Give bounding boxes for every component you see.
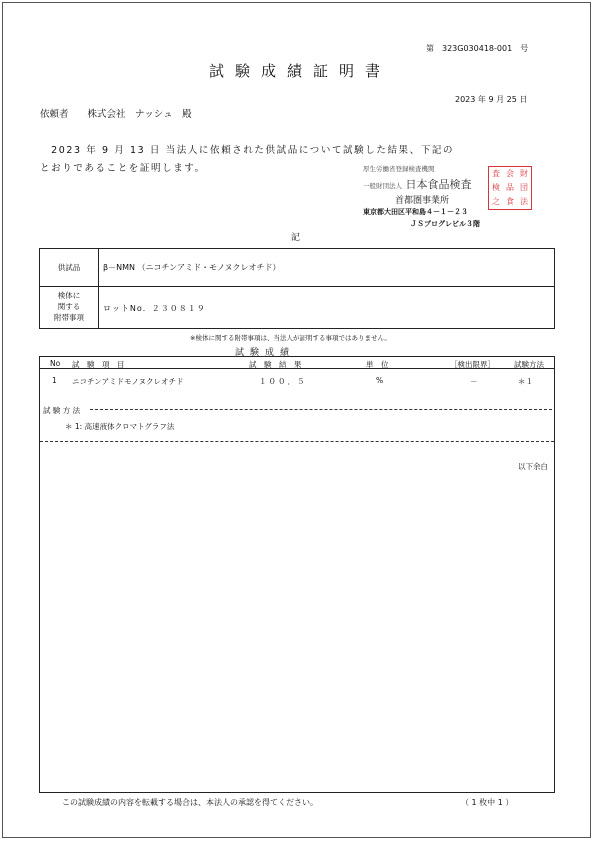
results-title: 試験成績 [235, 348, 296, 358]
row-method: ＊１ [518, 377, 533, 386]
row-result: １００．５ [259, 377, 307, 386]
page-count: （ 1 枚中 1 ） [461, 798, 514, 807]
issuer-address: 東京都大田区平和島４－１－２３ [363, 208, 468, 216]
row-unit: % [376, 376, 384, 385]
issuer-building: ＪＳプログレビル３階 [410, 220, 480, 228]
header-result: 試 験 結 果 [249, 360, 302, 369]
issuer-organization [363, 176, 472, 192]
header-limit: ［検出限界］ [450, 360, 495, 369]
blank-below-note: 以下余白 [518, 462, 548, 471]
client-name: 依頼者 株式会社 ナッシュ 殿 [40, 109, 192, 120]
sample-table-row-divider [40, 286, 554, 287]
issuer-org-name: 日本食品検査 [405, 178, 472, 191]
results-table [39, 356, 555, 793]
sample-info-table [39, 248, 555, 329]
method-separator-line [90, 409, 552, 410]
header-unit: 単 位 [366, 360, 389, 369]
row-item: ニコチンアミドモノヌクレオチド [72, 377, 184, 386]
row-limit: － [470, 377, 478, 386]
statement-line-1: 2023 年 9 月 13 日 当法人に依頼された供試品について試験した結果、下記の [40, 145, 455, 156]
results-header-row [40, 357, 554, 369]
issuer-office: 首都圏事業所 [395, 196, 450, 206]
reprint-notice: この試験成績の内容を転載する場合は、本法人の承認を得てください。 [62, 798, 318, 807]
method-bottom-line [40, 441, 554, 442]
method-heading: 試 験 方 法 [43, 406, 81, 415]
row-no: 1 [52, 376, 57, 385]
attachment-label: 検体に 関する 附帯事項 [54, 291, 84, 322]
header-method: 試験方法 [514, 360, 544, 369]
header-no: No [50, 359, 61, 368]
method-entry: ＊ 1: 高速液体クロマトグラフ法 [65, 422, 175, 431]
certificate-number: 第 323G030418-001 号 [426, 44, 529, 53]
record-mark: 記 [291, 233, 301, 243]
issuer-registration: 厚生労働省登録検査機関 [363, 165, 435, 173]
issuer-org-type: 一般財団法人 [363, 182, 402, 190]
issue-date: 2023 年 9 月 25 日 [455, 95, 528, 104]
attachment-value: ロットNo．２３０８１９ [103, 304, 206, 313]
statement-line-2: とおりであることを証明します。 [40, 163, 206, 174]
sample-label: 供試品 [57, 263, 81, 272]
table-row [40, 374, 554, 386]
sample-value: β－NMN （ニコチンアミド・モノヌクレオチド） [103, 263, 281, 272]
attachment-footnote: ※検体に関する附帯事項は、当法人が証明する事項ではありません。 [190, 334, 391, 342]
header-item: 試 験 項 目 [72, 360, 125, 369]
document-title: 試験成績証明書 [208, 62, 391, 80]
sample-table-divider [98, 249, 99, 328]
official-seal-stamp: 査 会 財 検 品 団 之 食 法 [488, 166, 532, 210]
